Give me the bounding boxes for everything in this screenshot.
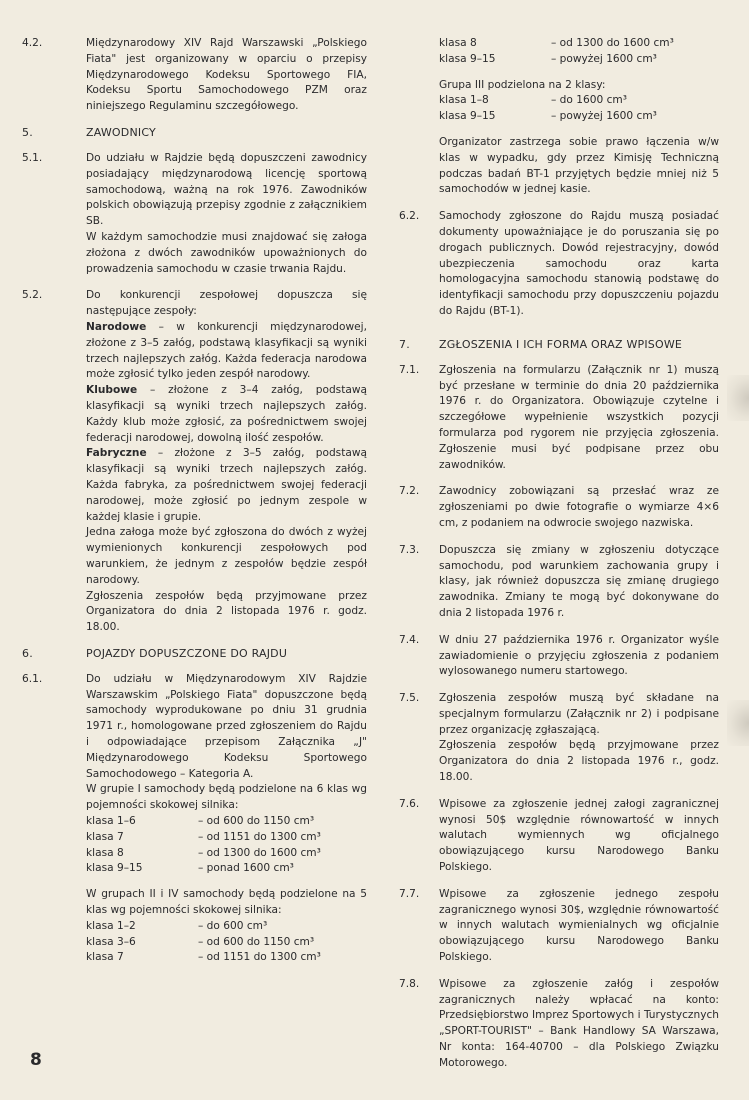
- class-name: klasa 8: [86, 846, 124, 859]
- section-number: 7.6.: [399, 797, 420, 810]
- section-number: 7.3.: [399, 543, 420, 556]
- heading-7: [399, 338, 719, 351]
- class-name: klasa 3–6: [86, 935, 136, 948]
- section-number: 7.4.: [399, 633, 420, 646]
- paragraph: W dniu 27 października 1976 r. Organizator wyśle zawiadomienie o przyjęciu zgłoszenia z podaniem wylosowanego numeru startowego.: [439, 633, 719, 678]
- class-range: – od 1151 do 1300 cm³: [198, 951, 321, 964]
- class-list-group-2: [86, 919, 367, 966]
- paragraph: Do udziału w Rajdzie będą dopuszczeni zawodnicy posiadający międzynarodową licencję sportową samochodową, ważną na rok 1976. Zawodników polskich obowiązują przepisy zgodnie z załącznikiem SB.: [86, 151, 367, 228]
- class-list-group-2-continued: [439, 36, 719, 68]
- class-name: klasa 9–15: [439, 52, 496, 65]
- heading-number: 6.: [22, 646, 33, 660]
- class-name: klasa 1–8: [439, 94, 489, 107]
- right-column: [399, 36, 719, 1083]
- term-fabryczne: Fabryczne: [86, 447, 147, 460]
- paragraph: Zgłoszenia zespołów będą przyjmowane przez Organizatora do dnia 2 listopada 1976 r., godz. 18.00.: [439, 739, 719, 784]
- heading-title: ZGŁOSZENIA I ICH FORMA ORAZ WPISOWE: [439, 337, 683, 351]
- paragraph-fabryczne: [86, 446, 367, 525]
- section-number: 5.2.: [22, 289, 43, 302]
- page-edge-shadow: [727, 700, 749, 746]
- paragraph: Wpisowe za zgłoszenie jednego zespołu zagranicznego wynosi 30$, względnie równowartość w innych walutach wymienialnych wg oficjalnie obowiązującego kursu Narodowego Banku Polskiego.: [439, 887, 719, 964]
- section-7-1: [399, 363, 719, 474]
- paragraph: Zgłoszenia na formularzu (Załącznik nr 1) muszą być przesłane w terminie do dnia 20 października 1976 r. do Organizatora. Obowiązuje czytelne i szczegółowe wypełnienie wszystkich pozycji formularza pod rygorem nie przyjęcia zgłoszenia. Zgłoszenie musi być podpisane przez obu zawodników.: [439, 363, 719, 471]
- section-7-2: [399, 484, 719, 531]
- class-range: – powyżej 1600 cm³: [551, 110, 657, 123]
- paragraph: W grupie I samochody będą podzielone na 6 klas wg pojemności skokowej silnika:: [86, 783, 367, 812]
- paragraph: Wpisowe za zgłoszenie załóg i zespołów zagranicznych należy wpłacać na konto: Przedsiębiorstwo Imprez Sportowych i Turystycznych „SPORT-TOURIST" – Bank Handlowy SA Warszawa, Nr konta: 164-40700 – dla Polskiego Związku Motorowego.: [439, 977, 719, 1069]
- class-row: [86, 814, 367, 830]
- section-number: 7.1.: [399, 363, 420, 376]
- section-7-8: [399, 977, 719, 1072]
- section-5-2: [22, 288, 367, 636]
- heading-5: [22, 126, 367, 139]
- class-row: [86, 919, 367, 935]
- paragraph: Samochody zgłoszone do Rajdu muszą posiadać dokumenty upoważniające je do poruszania się po drogach publicznych. Dowód rejestracyjny, dowód ubezpieczenia samochodu oraz karta homologacyjna samochodu stanowią podstawę do identyfikacji samochodu przy dopuszczeniu pojazdu do Rajdu (BT-1).: [439, 210, 719, 317]
- paragraph: W grupach II i IV samochody będą podzielone na 5 klas wg pojemności skokowej silnika:: [86, 888, 367, 917]
- class-range: – od 1300 do 1600 cm³: [198, 846, 321, 859]
- paragraph: Jedna załoga może być zgłoszona do dwóch z wyżej wymienionych konkurencji zespołowych pod warunkiem, że jednym z zespołów będzie zespół narodowy.: [86, 526, 367, 586]
- section-number: 7.2.: [399, 485, 420, 498]
- definition-narodowe: – w konkurencji międzynarodowej, złożone z 3–5 załóg, podstawą klasyfikacji są wyniki trzech najlepszych załóg. Każda federacja narodowa może zgłosić tylko jeden zespół narodowy.: [86, 320, 367, 381]
- class-list-group-3: [439, 93, 719, 125]
- class-row: [86, 950, 367, 966]
- paragraph: Grupa III podzielona na 2 klasy:: [439, 78, 606, 91]
- class-range: – od 600 do 1150 cm³: [198, 935, 315, 948]
- class-range: – do 600 cm³: [198, 919, 268, 932]
- class-range: – od 1151 do 1300 cm³: [198, 830, 321, 843]
- class-row: [439, 93, 719, 109]
- section-4-2: [22, 36, 367, 115]
- section-7-6: [399, 797, 719, 876]
- paragraph: Międzynarodowy XIV Rajd Warszawski „Polskiego Fiata" jest organizowany w oparciu o przepisy Międzynarodowego Kodeksu Sportowego FIA, Kodeksu Sportu Samochodowego PZM oraz niniejszego Regulaminu szczegółowego.: [86, 37, 367, 113]
- heading-number: 7.: [399, 337, 410, 351]
- section-7-5: [399, 691, 719, 786]
- definition-fabryczne: – złożone z 3–5 załóg, podstawą klasyfikacji są wyniki trzech najlepszych załóg. Każda fabryka, za pośrednictwem swojej federacji narodowej, może zgłosić po jednym zespole w każdej klasie i grupie.: [86, 447, 367, 523]
- section-number: 7.7.: [399, 887, 420, 900]
- section-number: 7.8.: [399, 977, 420, 990]
- paragraph-klubowe: [86, 383, 367, 446]
- heading-title: ZAWODNICY: [86, 125, 156, 139]
- class-name: klasa 8: [439, 37, 477, 49]
- definition-klubowe: – złożone z 3–4 załóg, podstawą klasyfikacji są wyniki trzech najlepszych załóg. Każdy klub może zgłosić, za pośrednictwem swojej federacji narodowej, dowolną ilość zespołów.: [86, 384, 367, 444]
- paragraph: Zgłoszenia zespołów muszą być składane na specjalnym formularzu (Załącznik nr 2) i podpisane przez organizację zgłaszającą.: [439, 692, 719, 736]
- class-row: [439, 109, 719, 125]
- class-name: klasa 1–2: [86, 919, 136, 932]
- section-6-1-continued: [399, 36, 719, 198]
- term-narodowe: Narodowe: [86, 320, 147, 333]
- class-range: – do 1600 cm³: [551, 94, 627, 107]
- class-row: [86, 830, 367, 846]
- paragraph: W każdym samochodzie musi znajdować się załoga złożona z dwóch zawodników upoważnionych do prowadzenia samochodu w czasie trwania Rajdu.: [86, 230, 367, 275]
- section-number: 5.1.: [22, 151, 43, 164]
- class-name: klasa 9–15: [86, 862, 143, 875]
- class-row: [86, 935, 367, 951]
- class-list-group-1: [86, 814, 367, 877]
- class-row: [439, 52, 719, 68]
- paragraph: Zawodnicy zobowiązani są przesłać wraz ze zgłoszeniami po dwie fotografie o wymiarze 4×6 cm, z podaniem na odwrocie swojego nazwiska.: [439, 485, 719, 529]
- paragraph: Organizator zastrzega sobie prawo łączenia w/w klas w wypadku, gdy przez Kimisję Techniczną podczas badań BT-1 przyjętych będzie mniej niż 5 samochodów w jednej kasie.: [439, 135, 719, 196]
- class-row: [86, 861, 367, 877]
- paragraph: Dopuszcza się zmiany w zgłoszeniu dotyczące samochodu, pod warunkiem zachowania grupy i klasy, jak również dopuszcza się zmianę drugiego zawodnika. Zmiany te mogą być dokonywane do dnia 2 listopada 1976 r.: [439, 543, 719, 619]
- class-name: klasa 7: [86, 830, 124, 843]
- class-row: [86, 846, 367, 862]
- section-number: 7.5.: [399, 692, 420, 705]
- paragraph: Zgłoszenia zespołów będą przyjmowane przez Organizatora do dnia 2 listopada 1976 r. godz. 18.00.: [86, 589, 367, 634]
- section-number: 6.2.: [399, 210, 420, 223]
- section-number: 6.1.: [22, 672, 43, 685]
- section-6-2: [399, 209, 719, 320]
- class-row: [439, 36, 719, 52]
- class-range: – od 600 do 1150 cm³: [198, 815, 315, 828]
- section-7-4: [399, 633, 719, 680]
- page-number: 8: [30, 1050, 42, 1070]
- paragraph: Wpisowe za zgłoszenie jednej załogi zagranicznej wynosi 50$ względnie równowartość w innych walutach wymiennych wg oficjalnego obowiązującego kursu Narodowego Banku Polskiego.: [439, 797, 719, 874]
- class-name: klasa 1–6: [86, 815, 136, 828]
- page-edge-shadow: [727, 375, 749, 421]
- heading-number: 5.: [22, 125, 33, 139]
- paragraph: Do konkurencji zespołowej dopuszcza się następujące zespoły:: [86, 289, 367, 318]
- class-range: – od 1300 do 1600 cm³: [551, 37, 674, 49]
- section-7-3: [399, 543, 719, 622]
- left-column: [22, 36, 367, 977]
- class-name: klasa 7: [86, 951, 124, 964]
- class-range: – powyżej 1600 cm³: [551, 52, 657, 65]
- section-number: 4.2.: [22, 37, 43, 49]
- section-6-1: [22, 672, 367, 966]
- heading-title: POJAZDY DOPUSZCZONE DO RAJDU: [86, 646, 288, 660]
- class-name: klasa 9–15: [439, 110, 496, 123]
- paragraph: Do udziału w Międzynarodowym XIV Rajdzie Warszawskim „Polskiego Fiata" dopuszczone będą samochody wyprodukowane po dniu 31 grudnia 1971 r., homologowane przed zgłoszeniem do Rajdu i odpowiadające przepisom Załącznika „J" Międzynarodowego Kodeksu Sportowego Samochodowego – Kategoria A.: [86, 672, 367, 780]
- section-7-7: [399, 887, 719, 966]
- class-range: – ponad 1600 cm³: [198, 862, 294, 875]
- paragraph-narodowe: [86, 320, 367, 383]
- heading-6: [22, 647, 367, 660]
- term-klubowe: Klubowe: [86, 384, 138, 397]
- section-5-1: [22, 151, 367, 277]
